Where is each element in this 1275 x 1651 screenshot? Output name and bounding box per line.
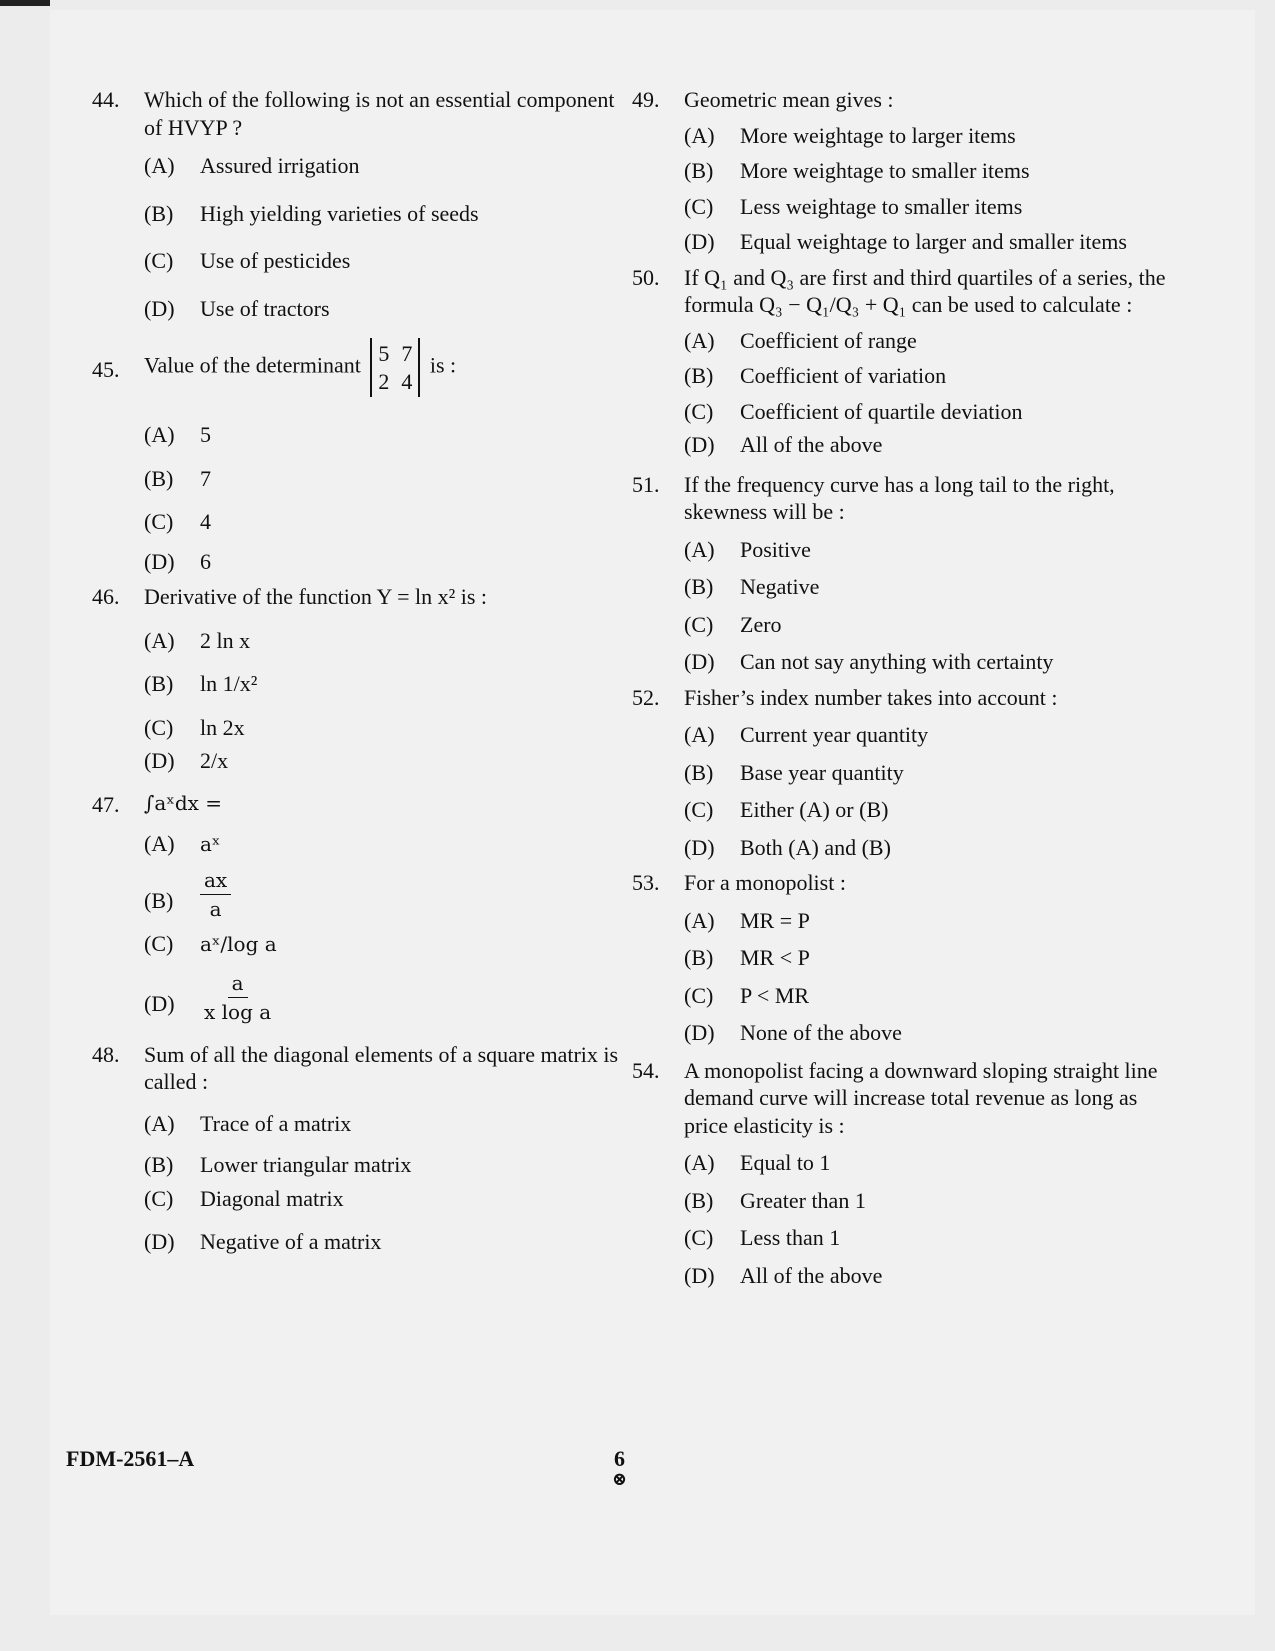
option-a: (A) Trace of a matrix	[144, 1110, 352, 1136]
option-c: (C) Either (A) or (B)	[684, 797, 889, 822]
paper-code: FDM-2561–A	[66, 1446, 195, 1471]
option-b: (B) Coefficient of variation	[684, 363, 947, 388]
question-number: 53.	[632, 870, 660, 895]
question-53	[632, 869, 1172, 1047]
option-d: (D) Can not say anything with certainty	[684, 649, 1054, 674]
left-column	[92, 86, 622, 1256]
option-b: (B) $\frac{ax}{a}$	[144, 869, 622, 920]
question-number: 47.	[92, 791, 120, 817]
question-stem: If Q₁ and Q₃ are first and third quartiles of a series, the formula Q₃ − Q₁/Q₃ + Q₁ can be used to calculate :	[684, 264, 1166, 317]
option-c: (C) Coefficient of quartile deviation	[684, 398, 1023, 424]
option-c: (C) ln 2x	[144, 714, 245, 740]
question-number: 49.	[632, 87, 660, 112]
option-b: (B) Greater than 1	[684, 1187, 866, 1213]
option-b: (B) Negative	[684, 574, 820, 599]
option-a: (A) Equal to 1	[684, 1150, 831, 1175]
question-stem: Which of the following is not an essential component of HVYP ?	[144, 87, 615, 140]
question-number: 44.	[92, 87, 120, 112]
question-stem: If the frequency curve has a long tail to the right, skewness will be :	[684, 471, 1115, 524]
question-number: 46.	[92, 584, 120, 609]
question-stem: Derivative of the function Y = ln x² is :	[144, 584, 488, 609]
option-b: (B) MR < P	[684, 945, 810, 970]
question-number: 50.	[632, 264, 660, 290]
option-d: (D) None of the above	[684, 1020, 902, 1045]
question-stem: Value of the determinant 5 7 2 4 is :	[144, 338, 622, 397]
question-stem: Sum of all the diagonal elements of a square matrix is called :	[144, 1041, 619, 1094]
option-a: (A) 5	[144, 422, 211, 447]
question-46	[92, 583, 622, 775]
question-44	[92, 86, 622, 322]
option-a: (A) Assured irrigation	[144, 153, 360, 178]
option-d: (D) $\frac{a}{\text{x log a}}$	[144, 972, 622, 1023]
option-a: (A) MR = P	[684, 907, 810, 933]
fraction: $\frac{a}{\text{x log a}}$	[204, 970, 272, 1024]
question-51	[632, 471, 1172, 676]
question-stem: A monopolist facing a downward sloping straight line demand curve will increase total revenue as long as price elasticity is :	[684, 1057, 1158, 1138]
question-48	[92, 1041, 622, 1256]
option-c: (C) Zero	[684, 611, 782, 637]
option-d: (D) All of the above	[684, 1262, 883, 1288]
option-a: (A) Coefficient of range	[684, 327, 917, 353]
right-column	[632, 86, 1172, 1289]
question-number: 51.	[632, 471, 660, 497]
option-d: (D) 2/x	[144, 748, 229, 773]
option-a: (A) aˣ	[144, 830, 221, 856]
option-b: (B) Lower triangular matrix	[144, 1152, 412, 1177]
option-c: (C) 4	[144, 509, 211, 534]
option-b: (B) 7	[144, 465, 211, 491]
option-c: (C) Diagonal matrix	[144, 1185, 344, 1211]
fraction: $\frac{ax}{a}$	[200, 869, 231, 920]
determinant-matrix: 5 7 2 4	[370, 338, 420, 397]
option-c: (C) Less weightage to smaller items	[684, 193, 1023, 219]
question-number: 48.	[92, 1041, 120, 1067]
question-50	[632, 264, 1172, 459]
question-number: 45.	[92, 357, 120, 382]
option-c: (C) Less than 1	[684, 1225, 841, 1250]
question-47	[92, 791, 622, 1023]
option-a: (A) Current year quantity	[684, 722, 929, 747]
question-stem: Fisher’s index number takes into account :	[684, 684, 1058, 710]
question-49	[632, 86, 1172, 256]
question-stem: For a monopolist :	[684, 870, 846, 895]
question-45	[92, 338, 622, 575]
option-c: (C) Use of pesticides	[144, 248, 351, 273]
question-number: 54.	[632, 1057, 660, 1083]
option-c: (C) P < MR	[684, 982, 810, 1008]
question-52	[632, 684, 1172, 862]
question-54	[632, 1057, 1172, 1290]
question-stem: Geometric mean gives :	[684, 87, 894, 112]
option-c: (C) aˣ/log a	[144, 931, 277, 956]
option-b: (B) ln 1/x²	[144, 671, 258, 696]
option-d: (D) All of the above	[684, 432, 883, 457]
option-a: (A) 2 ln x	[144, 627, 251, 653]
option-d: (D) Equal weightage to larger and smaller items	[684, 229, 1127, 254]
option-d: (D) Negative of a matrix	[144, 1229, 382, 1254]
option-a: (A) Positive	[684, 536, 811, 562]
option-b: (B) Base year quantity	[684, 759, 904, 785]
question-stem: ∫aˣdx =	[144, 790, 223, 815]
page-number: 6 ⊗	[612, 1446, 628, 1489]
option-d: (D) Both (A) and (B)	[684, 834, 891, 860]
option-b: (B) High yielding varieties of seeds	[144, 200, 479, 226]
option-a: (A) More weightage to larger items	[684, 122, 1016, 148]
option-d: (D) 6	[144, 548, 211, 574]
option-d: (D) Use of tractors	[144, 295, 330, 321]
page-symbol: ⊗	[612, 1469, 628, 1489]
option-b: (B) More weightage to smaller items	[684, 158, 1030, 183]
scan-edge-mark	[0, 0, 50, 6]
question-number: 52.	[632, 684, 660, 710]
